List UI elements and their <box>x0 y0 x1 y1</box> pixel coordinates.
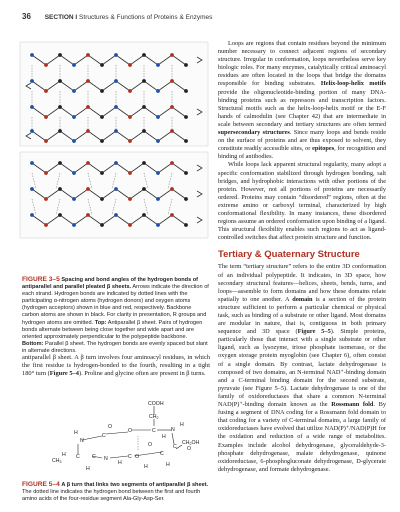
backbone-atom <box>44 223 48 227</box>
backbone-atom <box>170 79 174 83</box>
backbone-atom <box>142 53 146 57</box>
backbone-atom <box>114 187 118 191</box>
c-bottom-1: C <box>92 454 96 460</box>
backbone-atom <box>86 187 90 191</box>
backbone-atom <box>72 89 76 93</box>
page-header <box>22 12 212 21</box>
o-mid-atom: O <box>135 454 140 460</box>
backbone-atom <box>114 105 118 109</box>
backbone-atom <box>184 89 188 93</box>
n-mid-atom: N <box>104 456 108 462</box>
section-label: SECTION I <box>44 14 78 21</box>
backbone-atom <box>86 213 90 217</box>
backbone-atom <box>72 171 76 175</box>
figure-3-5-label: FIGURE 3–5 <box>22 276 60 283</box>
backbone-atom <box>44 115 48 119</box>
figure-3-5-top-text: Antiparallel β sheet. Pairs of hydrogen bonds alternate between being close together and wide apart and are oriented approximately perpendicular to the polypeptide backbone. <box>22 319 203 340</box>
backbone-atom <box>128 63 132 67</box>
backbone-atom <box>72 63 76 67</box>
figure-5-5-reference: Figure 5–5 <box>297 328 331 336</box>
backbone-atom <box>44 171 48 175</box>
n-left-1: N <box>80 438 84 444</box>
backbone-atom <box>156 63 160 67</box>
backbone-atom <box>170 187 174 191</box>
h-bottom-3: H <box>166 462 170 468</box>
backbone-atom <box>142 129 146 133</box>
o-top-atom: O <box>128 428 133 434</box>
backbone-atom <box>114 129 118 133</box>
backbone-atom <box>30 105 34 109</box>
c-right-1: C <box>173 444 177 450</box>
right-column-text <box>218 40 386 474</box>
backbone-atom <box>86 105 90 109</box>
antiparallel-sheet-panel <box>20 42 208 146</box>
figure-5-4-text: The dotted line indicates the hydrogen bond between the first and fourth amino acids of the four-residue segment Ala-Gly-Asp-Ser. <box>22 489 201 503</box>
backbone-atom <box>142 213 146 217</box>
backbone-atom <box>142 79 146 83</box>
backbone-atom <box>100 223 104 227</box>
backbone-atom <box>30 187 34 191</box>
backbone-atom <box>44 197 48 201</box>
figure-3-5-text: Arrows indicate the direction of each strand. Hydrogen bonds are indicated by dotted lines with the participating α-nitrogen atoms (hydrogen donors) and oxygen atoms (hydrogen acceptors) shown in blue and red, respectively. Backbone carbon atoms are shown in black. For clarity in presentation, R groups and hydrogen atoms are omitted. <box>22 284 209 326</box>
paragraph-tertiary-structure: The term “tertiary structure” refers to the entire 3D conformation of an individual polypeptide. It indicates, in 3D space, how secondary structural features—helices, sheets, bends, turns, and loops—assemble to form domains and how these domains relate spatially to one another. A domain is a section of the protein structure sufficient to perform a particular chemical or physical task, such as binding of a substrate or other ligand. Most domains are modular in nature, that is, contiguous in both primary sequence and 3D space (Figure 5–5). Simple proteins, particularly those that interact with a single substrate or other ligand, such as lysozyme, triose phosphate isomerase, or the oxygen storage protein myoglobin (see Chapter 6), often consist of a single domain. By contrast, lactate dehydrogenase is composed of two domains, an N-terminal NAD⁺-binding domain and a C-terminal binding domain for the second substrate, pyruvate (see Figure 5–5). Lactate dehydrogenase is one of the family of oxidoreductases that share a common N-terminal NAD(P)⁺-binding domain known as the Rossmann fold. By fusing a segment of DNA coding for a Rossmann fold domain to that coding for a variety of C-terminal domains, a large family of oxidoreductases have evolved that utilize NAD(P)⁺/NAD(P)H for the oxidation and reduction of a wide range of metabolites. Examples include alcohol dehydrogenase, glyceraldehyde-3-phosphate dehydrogenase, malate dehydrogenase, quinone oxidoreductase, 6-phosphogluconate dehydrogenase, D-glycerate dehydrogenase, and formate dehydrogenase. <box>218 263 387 473</box>
backbone-atom <box>128 115 132 119</box>
backbone-atom <box>30 53 34 57</box>
backbone-atom <box>72 197 76 201</box>
backbone-atom <box>114 213 118 217</box>
ch2-label: $CH_2$ <box>149 414 159 421</box>
figure-3-5-title: Spacing and bond angles of the hydrogen bonds of antiparallel and parallel pleated β sheets. <box>22 277 199 291</box>
section-heading: Tertiary & Quaternary Structure <box>218 249 360 261</box>
backbone-atom <box>30 79 34 83</box>
figure-5-4-reference: Figure 5–4 <box>49 370 79 378</box>
h-right-1: H <box>180 422 184 428</box>
backbone-atom <box>100 89 104 93</box>
h-left-2: H <box>62 452 66 458</box>
h-bottom-1: H <box>86 466 90 472</box>
backbone-atom <box>156 89 160 93</box>
h-left-1: H <box>74 430 78 436</box>
figure-3-5-caption <box>22 276 210 355</box>
backbone-atom <box>156 197 160 201</box>
backbone-atom <box>58 213 62 217</box>
backbone-atom <box>128 171 132 175</box>
backbone-atom <box>44 89 48 93</box>
figure-3-5-bottom-label: Bottom: <box>22 340 44 347</box>
backbone-atom <box>184 115 188 119</box>
backbone-atom <box>114 161 118 165</box>
beta-turn-figure <box>22 400 212 472</box>
backbone-atom <box>114 79 118 83</box>
backbone-atom <box>72 139 76 143</box>
backbone-atom <box>184 223 188 227</box>
figure-5-4-label: FIGURE 5–4 <box>22 481 60 488</box>
c-bottom-2: C <box>160 451 164 457</box>
backbone-atom <box>100 139 104 143</box>
backbone-atom <box>142 187 146 191</box>
backbone-atom <box>44 63 48 67</box>
backbone-atom <box>30 161 34 165</box>
backbone-atom <box>100 197 104 201</box>
figure-5-4-title: A β turn that links two segments of antiparallel β sheet. <box>61 482 209 488</box>
backbone-atom <box>170 161 174 165</box>
left-body-text <box>22 354 210 378</box>
c-left-2: C <box>76 454 80 460</box>
backbone-atom <box>114 53 118 57</box>
beta-sheet-figure <box>18 40 210 240</box>
page-number: 36 <box>22 12 31 21</box>
figure-5-4-caption <box>22 481 210 503</box>
section-title: Structures & Functions of Proteins & Enzymes <box>79 14 213 21</box>
backbone-atom <box>58 129 62 133</box>
paragraph-disordered-regions: While loops lack apparent structural regularity, many adopt a specific conformation stabilized through hydrogen bonding, salt bridges, and hydrophobic interactions with other portions of the protein. However, not all portions of proteins are necessarily ordered. Proteins may contain “disordered” regions, often at the extreme amino or carboxyl terminal, characterized by high conformational flexibility. In many instances, these disordered regions assume an ordered conformation upon binding of a ligand. This structural flexibility enables such regions to act as ligand-controlled switches that affect protein structure and function. <box>218 161 386 242</box>
backbone-atom <box>170 129 174 133</box>
backbone-atom <box>184 139 188 143</box>
backbone-atom <box>142 161 146 165</box>
backbone-atom <box>156 115 160 119</box>
backbone-atom <box>128 223 132 227</box>
backbone-atom <box>44 139 48 143</box>
backbone-atom <box>156 171 160 175</box>
h-bottom-2: H <box>144 464 148 470</box>
backbone-atom <box>128 197 132 201</box>
c-left-1: C <box>102 433 106 439</box>
backbone-atom <box>100 171 104 175</box>
backbone-atom <box>128 139 132 143</box>
backbone-atom <box>72 115 76 119</box>
left-paragraph: antiparallel β sheet. A β turn involves four aminoacyl residues, in which the first residue is hydrogen-bonded to the fourth, resulting in a tight 180° turn (Figure 5–4). Proline and glycine often are present in β turns. <box>22 354 210 378</box>
backbone-atom <box>128 89 132 93</box>
backbone-atom <box>86 53 90 57</box>
ch2oh-label: $CH_2OH$ <box>182 440 200 447</box>
backbone-atom <box>86 161 90 165</box>
backbone-atom <box>170 53 174 57</box>
backbone-atom <box>184 171 188 175</box>
figure-3-5-top-label: Top: <box>94 319 107 326</box>
o-right-1: O <box>187 446 192 452</box>
ch3-label: $CH_3$ <box>52 458 62 465</box>
backbone-atom <box>170 213 174 217</box>
parallel-sheet-panel <box>20 152 208 238</box>
paragraph-loops: Loops are regions that contain residues beyond the minimum number necessary to connect adjacent regions of secondary structure. Irregular in conformation, loops nevertheless serve key biologic roles. For many enzymes, catalytically critical aminoacyl residues are often located in the loops that bridge the domains responsible for binding substrates. Helix-loop-helix motifs provide the oligonucleotide-binding portion of many DNA-binding proteins such as repressors and transcription factors. Structural motifs such as the helix-loop-helix motif or the E-F hands of calmodulin (see Chapter 42) that are intermediate in scale between secondary and tertiary structures are often termed supersecondary structures. Since many loops and bends reside on the surface of proteins and are thus exposed to solvent, they constitute readily accessible sites, or epitopes, for recognition and binding of antibodies. <box>218 40 386 161</box>
backbone-atom <box>170 105 174 109</box>
backbone-atom <box>142 105 146 109</box>
backbone-atom <box>58 79 62 83</box>
backbone-atom <box>58 187 62 191</box>
backbone-atom <box>86 79 90 83</box>
o-left-1: O <box>108 424 113 430</box>
backbone-atom <box>156 139 160 143</box>
h-mid-atom: H <box>118 460 122 466</box>
backbone-atom <box>58 105 62 109</box>
c-mid-atom: C <box>128 454 132 460</box>
n-right-1: N <box>171 427 175 433</box>
backbone-atom <box>184 63 188 67</box>
c-top-atom: C <box>152 428 156 434</box>
figure-3-5-bottom-text: Parallel β sheet. The hydrogen bonds are evenly spaced but slant in alternate directions. <box>22 340 208 354</box>
backbone-atom <box>58 53 62 57</box>
backbone-atom <box>30 213 34 217</box>
backbone-atom <box>72 223 76 227</box>
backbone-atom <box>100 63 104 67</box>
backbone-atom <box>156 223 160 227</box>
cooh-label: COOH <box>148 401 164 407</box>
backbone-atom <box>86 129 90 133</box>
h-top-atom: H <box>162 434 166 440</box>
backbone-atom <box>58 161 62 165</box>
o-bottom-atom: O <box>148 442 153 448</box>
backbone-atom <box>100 115 104 119</box>
backbone-atom <box>184 197 188 201</box>
backbone-atom <box>30 129 34 133</box>
